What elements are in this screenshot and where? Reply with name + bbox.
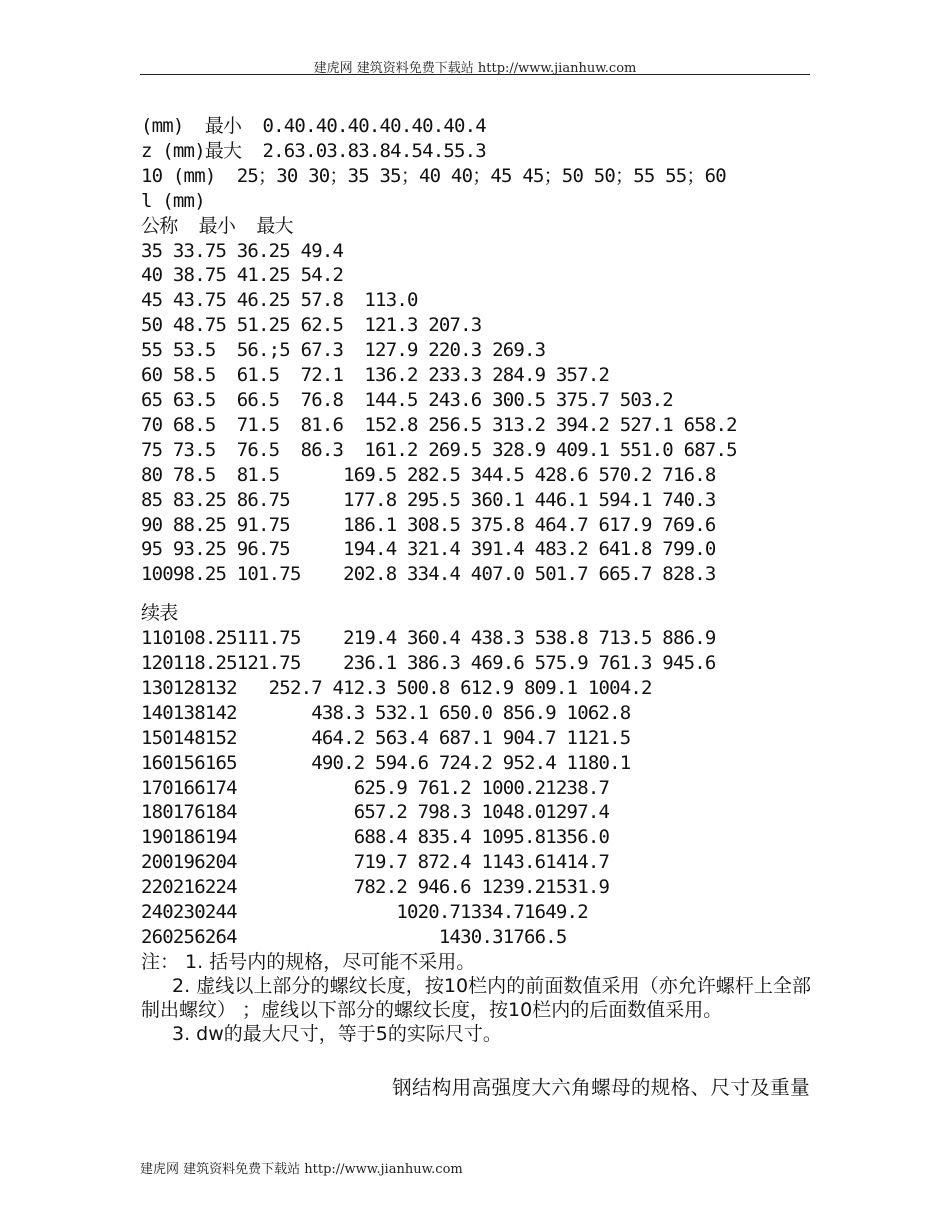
table-head-line: 10 (mm) 25；30 30；35 35；40 40；45 45；50 50；55 55；60: [141, 164, 726, 187]
table-row: 90 88.25 91.75 186.1 308.5 375.8 464.7 617.9 769.6: [141, 513, 716, 536]
table-row: 160156165 490.2 594.6 724.2 952.4 1180.1: [141, 751, 631, 774]
note-1: 注： 1. 括号内的规格，尽可能不采用。: [141, 951, 476, 973]
continued-label: 续表: [141, 602, 178, 625]
table-head-line: z (mm)最大 2.63.03.83.84.54.55.3: [141, 139, 486, 162]
table-spacer: [141, 587, 821, 601]
table-row: 70 68.5 71.5 81.6 152.8 256.5 313.2 394.2 527.1 658.2: [141, 413, 737, 436]
table-row: 80 78.5 81.5 169.5 282.5 344.5 428.6 570.2 716.8: [141, 463, 716, 486]
table-row: 150148152 464.2 563.4 687.1 904.7 1121.5: [141, 726, 631, 749]
table-row: 40 38.75 41.25 54.2: [141, 264, 344, 287]
note-2: 2. 虚线以上部分的螺纹长度，按10栏内的前面数值采用（亦允许螺杆上全部制出螺纹） ；虚线以下部分的螺纹长度，按10栏内的后面数值采用。: [141, 975, 811, 1021]
table-row: 140138142 438.3 532.1 650.0 856.9 1062.8: [141, 701, 631, 724]
table-row: 110108.25111.75 219.4 360.4 438.3 538.8 713.5 886.9: [141, 627, 716, 650]
table-row: 190186194 688.4 835.4 1095.81356.0: [141, 826, 610, 849]
table-row: 95 93.25 96.75 194.4 321.4 391.4 483.2 641.8 799.0: [141, 538, 716, 561]
notes-section: [141, 950, 811, 1046]
table-row: 260256264 1430.31766.5: [141, 926, 567, 948]
table-row: 75 73.5 76.5 86.3 161.2 269.5 328.9 409.1 551.0 687.5: [141, 438, 737, 461]
table-row: 65 63.5 66.5 76.8 144.5 243.6 300.5 375.7 503.2: [141, 388, 673, 411]
table-head-line: (mm) 最小 0.40.40.40.40.40.40.4: [141, 115, 486, 137]
header-rule: [140, 74, 810, 75]
table-row: 120118.25121.75 236.1 386.3 469.6 575.9 761.3 945.6: [141, 652, 716, 675]
table-row: 35 33.75 36.25 49.4: [141, 239, 344, 262]
next-section-title: 钢结构用高强度大六角螺母的规格、尺寸及重量: [392, 1076, 810, 1099]
table-head-line: 公称 最小 最大: [141, 214, 293, 237]
table-row: 130128132 252.7 412.3 500.8 612.9 809.1 1004.2: [141, 676, 652, 699]
page-footer: 建虎网 建筑资料免费下载站 http://www.jianhuw.com: [140, 1162, 463, 1177]
table-row: 50 48.75 51.25 62.5 121.3 207.3: [141, 314, 482, 337]
table-head-line: l (mm): [141, 189, 205, 212]
table-row: 220216224 782.2 946.6 1239.21531.9: [141, 876, 610, 899]
note-3: 3. dw的最大尺寸，等于5的实际尺寸。: [172, 1023, 502, 1045]
table-row: 55 53.5 56.;5 67.3 127.9 220.3 269.3: [141, 339, 546, 362]
table-row: 45 43.75 46.25 57.8 113.0: [141, 289, 418, 312]
page-header: 建虎网 建筑资料免费下载站 http://www.jianhuw.com: [313, 61, 637, 76]
table-row: 60 58.5 61.5 72.1 136.2 233.3 284.9 357.2: [141, 364, 610, 387]
table-row: 240230244 1020.71334.71649.2: [141, 901, 588, 924]
table-row: 10098.25 101.75 202.8 334.4 407.0 501.7 665.7 828.3: [141, 563, 716, 586]
table-row: 85 83.25 86.75 177.8 295.5 360.1 446.1 594.1 740.3: [141, 488, 716, 511]
bolt-spec-table: [141, 114, 821, 950]
table-row: 200196204 719.7 872.4 1143.61414.7: [141, 851, 610, 874]
table-row: 180176184 657.2 798.3 1048.01297.4: [141, 801, 610, 824]
table-row: 170166174 625.9 761.2 1000.21238.7: [141, 776, 610, 799]
